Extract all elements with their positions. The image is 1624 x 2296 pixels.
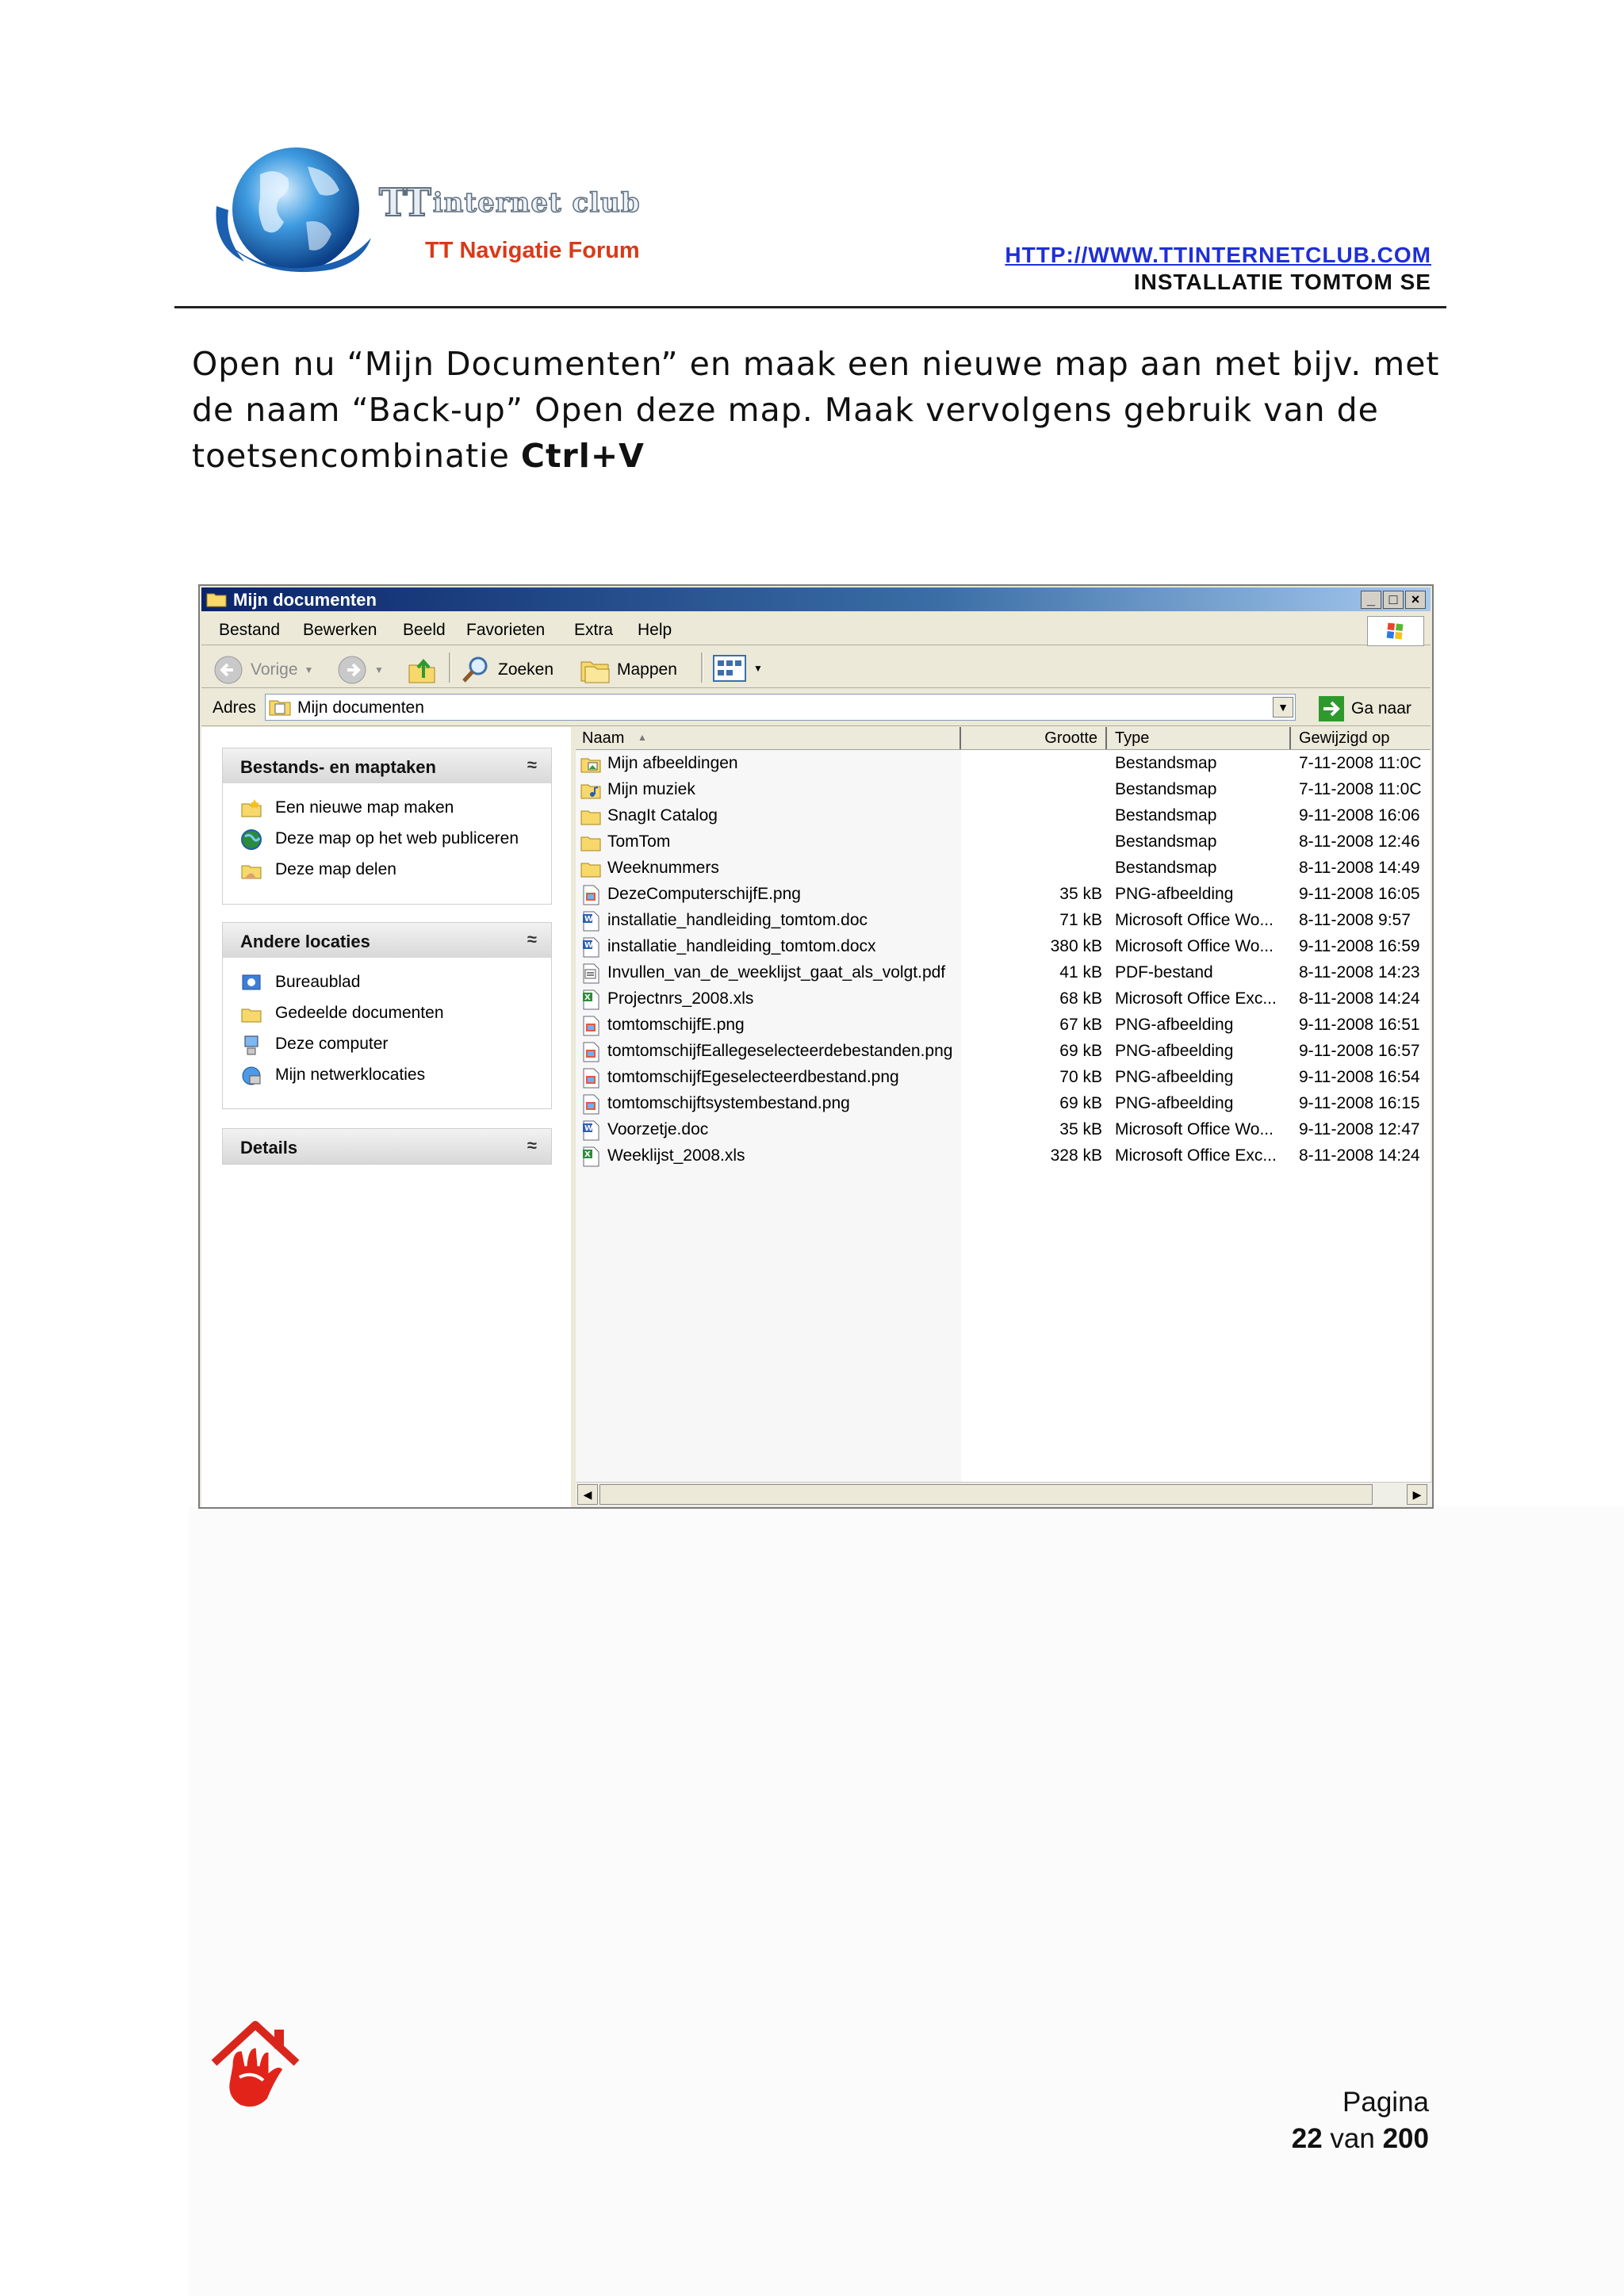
file-modified: 9-11-2008 16:59	[1299, 937, 1420, 955]
file-size: 69 kB	[1059, 1094, 1102, 1112]
my-pictures-folder-icon	[580, 754, 601, 775]
folder-icon	[580, 859, 601, 879]
logo-tt-letters: TT	[379, 181, 428, 225]
file-list	[576, 727, 1431, 1482]
place-network-label: Mijn netwerklocaties	[275, 1066, 426, 1084]
views-button[interactable]	[712, 654, 763, 683]
instruction-text: Open nu “Mijn Documenten” en maak een nieuwe map aan met bijv. met de naam “Back-up” Open deze map. Maak vervolgens gebruik van de toetsencombinatie	[192, 345, 1440, 475]
chevron-down-icon[interactable]: ▼	[753, 663, 763, 674]
file-size: 69 kB	[1059, 1042, 1102, 1060]
file-tasks-title: Bestands- en maptaken	[240, 757, 436, 777]
file-size: 41 kB	[1059, 963, 1102, 982]
file-row[interactable]	[576, 803, 1431, 829]
task-new-folder-label: Een nieuwe map maken	[275, 798, 454, 817]
file-size: 35 kB	[1059, 1120, 1102, 1138]
column-headers	[576, 727, 1431, 750]
details-header[interactable]	[223, 1129, 551, 1164]
file-tasks-panel	[222, 748, 552, 905]
file-name: tomtomschijfEgeselecteerdbestand.png	[607, 1068, 899, 1086]
file-row[interactable]	[576, 1091, 1431, 1117]
file-name: Weeknummers	[607, 859, 719, 877]
address-label: Adres	[213, 698, 256, 717]
file-size: 380 kB	[1050, 937, 1102, 955]
place-my-computer-label: Deze computer	[275, 1035, 389, 1053]
word-doc-icon	[580, 1120, 601, 1141]
file-row[interactable]	[576, 1117, 1431, 1143]
back-button[interactable]	[213, 654, 313, 686]
page-label: Pagina	[1342, 2087, 1429, 2118]
file-name: Weeklijst_2008.xls	[607, 1146, 745, 1165]
place-desktop-label: Bureaublad	[275, 973, 361, 991]
folder-icon	[206, 591, 227, 607]
file-row[interactable]	[576, 1065, 1431, 1091]
file-type: Bestandsmap	[1115, 754, 1217, 772]
logo-wordmark	[379, 181, 641, 225]
logo-subtitle: TT Navigatie Forum	[425, 238, 640, 263]
file-size: 328 kB	[1050, 1146, 1102, 1165]
menu-beeld[interactable]: Beeld	[403, 621, 446, 639]
file-name: tomtomschijfEallegeselecteerdebestanden.png	[607, 1042, 953, 1060]
current-page: 22	[1291, 2123, 1323, 2154]
file-row[interactable]	[576, 1039, 1431, 1065]
file-name: Voorzetje.doc	[607, 1120, 709, 1138]
file-modified: 7-11-2008 11:0C	[1299, 780, 1422, 798]
file-row[interactable]	[576, 829, 1431, 855]
excel-icon	[580, 989, 601, 1010]
menu-help[interactable]: Help	[638, 621, 672, 639]
other-places-header[interactable]	[223, 923, 551, 958]
file-name: SnagIt Catalog	[607, 806, 718, 825]
of-label: van	[1330, 2123, 1375, 2154]
collapse-chevron-icon[interactable]: ≈	[527, 755, 537, 775]
file-row[interactable]	[576, 777, 1431, 803]
file-name: Mijn muziek	[607, 780, 695, 798]
svg-text:W: W	[584, 941, 594, 950]
search-button[interactable]	[460, 654, 553, 686]
up-folder-button[interactable]	[406, 654, 438, 686]
file-modified: 9-11-2008 16:06	[1299, 806, 1420, 825]
tt-internet-club-logo	[213, 135, 688, 285]
file-modified: 9-11-2008 16:57	[1299, 1042, 1420, 1060]
forward-button[interactable]	[336, 654, 384, 686]
place-shared-documents[interactable]	[223, 998, 551, 1029]
globe-logo-icon	[213, 143, 375, 281]
file-type: PDF-bestand	[1115, 963, 1213, 982]
png-icon	[580, 885, 601, 905]
search-icon	[460, 654, 492, 686]
file-type: Microsoft Office Exc...	[1115, 1146, 1277, 1165]
file-modified: 8-11-2008 14:49	[1299, 859, 1420, 877]
chevron-down-icon[interactable]: ▼	[304, 664, 314, 675]
file-size: 67 kB	[1059, 1016, 1102, 1034]
go-button[interactable]	[1318, 695, 1411, 722]
file-type: PNG-afbeelding	[1115, 885, 1234, 903]
place-shared-documents-label: Gedeelde documenten	[275, 1004, 444, 1022]
address-value: Mijn documenten	[297, 698, 424, 717]
task-share-folder-label: Deze map delen	[275, 860, 396, 878]
menu-bar	[201, 613, 1431, 645]
computer-icon	[240, 1034, 262, 1056]
file-modified: 8-11-2008 12:46	[1299, 832, 1420, 851]
file-type: PNG-afbeelding	[1115, 1016, 1234, 1034]
file-modified: 8-11-2008 9:57	[1299, 911, 1411, 929]
file-type: Bestandsmap	[1115, 859, 1217, 877]
file-modified: 8-11-2008 14:24	[1299, 1146, 1420, 1165]
home-hand-logo-icon	[208, 2019, 301, 2114]
column-size[interactable]: Grootte	[1044, 729, 1097, 747]
shared-folder-icon	[240, 1003, 262, 1025]
file-name: installatie_handleiding_tomtom.doc	[607, 911, 868, 929]
word-doc-icon	[580, 937, 601, 958]
file-type: Microsoft Office Exc...	[1115, 989, 1277, 1008]
file-modified: 9-11-2008 16:51	[1299, 1016, 1420, 1034]
scroll-right-icon[interactable]: ▶	[1407, 1484, 1427, 1505]
logo-internet-club-text: internet club	[432, 187, 641, 219]
file-modified: 8-11-2008 14:23	[1299, 963, 1420, 982]
menu-bewerken[interactable]: Bewerken	[303, 621, 377, 639]
go-arrow-icon	[1318, 695, 1345, 722]
file-type: Bestandsmap	[1115, 806, 1217, 825]
file-modified: 9-11-2008 12:47	[1299, 1120, 1420, 1138]
windows-logo-icon	[1367, 616, 1424, 646]
address-dropdown-icon[interactable]: ▼	[1273, 697, 1293, 718]
file-row[interactable]	[576, 882, 1431, 908]
menu-favorieten[interactable]: Favorieten	[466, 621, 546, 639]
file-modified: 9-11-2008 16:54	[1299, 1068, 1420, 1086]
back-label: Vorige	[251, 660, 298, 679]
file-row[interactable]	[576, 986, 1431, 1012]
file-name: TomTom	[607, 832, 671, 851]
instruction-paragraph	[192, 341, 1477, 479]
sort-ascending-icon: ▲	[638, 732, 647, 743]
folder-icon	[580, 806, 601, 827]
file-type: Microsoft Office Wo...	[1115, 911, 1274, 929]
file-row[interactable]	[576, 1012, 1431, 1039]
file-type: PNG-afbeelding	[1115, 1068, 1234, 1086]
file-type: PNG-afbeelding	[1115, 1042, 1234, 1060]
page-background-shade	[189, 1506, 1624, 2296]
share-folder-icon	[240, 859, 262, 882]
other-places-panel	[222, 922, 552, 1109]
pdf-icon	[580, 963, 601, 984]
task-pane	[201, 727, 571, 1507]
horizontal-scrollbar[interactable]	[576, 1482, 1432, 1506]
scrollbar-thumb[interactable]	[599, 1484, 1373, 1505]
place-network[interactable]	[223, 1060, 551, 1091]
file-name: tomtomschijfE.png	[607, 1016, 745, 1034]
menu-extra[interactable]: Extra	[574, 621, 614, 639]
explorer-window	[198, 584, 1434, 1509]
shortcut-text: Ctrl+V	[520, 437, 645, 475]
address-bar	[201, 689, 1431, 726]
back-arrow-icon	[213, 654, 244, 686]
views-icon	[712, 654, 747, 683]
file-size: 71 kB	[1059, 911, 1102, 929]
scroll-left-icon[interactable]: ◀	[577, 1484, 598, 1505]
file-name: DezeComputerschijfE.png	[607, 885, 801, 903]
file-name: Mijn afbeeldingen	[607, 754, 738, 772]
file-row[interactable]	[576, 960, 1431, 986]
place-my-computer[interactable]	[223, 1029, 551, 1060]
window-titlebar[interactable]	[201, 587, 1431, 611]
task-new-folder[interactable]	[223, 793, 551, 824]
svg-text:X: X	[584, 1150, 591, 1159]
menu-bestand[interactable]: Bestand	[219, 621, 281, 639]
maximize-button[interactable]: □	[1383, 591, 1404, 609]
file-name: Projectnrs_2008.xls	[607, 989, 754, 1008]
minimize-button[interactable]: _	[1361, 591, 1381, 609]
file-type: Bestandsmap	[1115, 832, 1217, 851]
header-url-link[interactable]: HTTP://WWW.TTINTERNETCLUB.COM	[1005, 243, 1431, 267]
svg-text:X: X	[584, 993, 591, 1002]
toolbar	[201, 646, 1431, 688]
png-icon	[580, 1068, 601, 1089]
folders-icon	[579, 654, 611, 686]
header-divider	[174, 306, 1446, 308]
file-type: PNG-afbeelding	[1115, 1094, 1234, 1112]
task-publish-web[interactable]	[223, 824, 551, 855]
place-desktop[interactable]	[223, 967, 551, 998]
svg-text:W: W	[584, 1124, 594, 1133]
file-tasks-header[interactable]	[223, 748, 551, 783]
collapse-chevron-icon[interactable]: ≈	[527, 929, 537, 949]
file-type: Bestandsmap	[1115, 780, 1217, 798]
file-row[interactable]	[576, 934, 1431, 960]
file-size: 35 kB	[1059, 885, 1102, 903]
file-name: installatie_handleiding_tomtom.docx	[607, 937, 876, 955]
file-modified: 9-11-2008 16:05	[1299, 885, 1420, 903]
forward-arrow-icon	[336, 654, 368, 686]
file-size: 70 kB	[1059, 1068, 1102, 1086]
close-button[interactable]: ×	[1405, 591, 1426, 609]
png-icon	[580, 1042, 601, 1062]
svg-text:W: W	[584, 915, 594, 924]
my-music-folder-icon	[580, 780, 601, 801]
file-type: Microsoft Office Wo...	[1115, 1120, 1274, 1138]
page-number	[1292, 2123, 1429, 2155]
file-row[interactable]	[576, 1143, 1431, 1169]
file-row[interactable]	[576, 751, 1431, 777]
address-input[interactable]	[265, 694, 1296, 721]
file-row[interactable]	[576, 908, 1431, 934]
desktop-icon	[240, 972, 262, 994]
file-name: tomtomschijftsystembestand.png	[607, 1094, 850, 1112]
new-folder-icon	[240, 798, 262, 820]
header-doc-title: INSTALLATIE TOMTOM SE	[1133, 270, 1431, 294]
file-modified: 9-11-2008 16:15	[1299, 1094, 1420, 1112]
chevron-down-icon[interactable]: ▼	[374, 664, 384, 675]
word-doc-icon	[580, 911, 601, 932]
task-publish-web-label: Deze map op het web publiceren	[275, 829, 519, 848]
details-panel	[222, 1128, 552, 1165]
excel-icon	[580, 1146, 601, 1167]
file-type: Microsoft Office Wo...	[1115, 937, 1274, 955]
network-places-icon	[240, 1065, 262, 1087]
file-modified: 8-11-2008 14:24	[1299, 989, 1420, 1008]
web-publish-icon	[240, 828, 262, 851]
file-name: Invullen_van_de_weeklijst_gaat_als_volgt.pdf	[607, 963, 946, 982]
folders-button[interactable]	[579, 654, 677, 686]
file-size: 68 kB	[1059, 989, 1102, 1008]
other-places-title: Andere locaties	[240, 932, 370, 951]
folders-label: Mappen	[617, 660, 677, 679]
png-icon	[580, 1094, 601, 1115]
my-documents-icon	[269, 698, 291, 716]
go-label: Ga naar	[1351, 699, 1411, 718]
window-title: Mijn documenten	[233, 590, 377, 610]
png-icon	[580, 1016, 601, 1036]
column-type[interactable]: Type	[1115, 729, 1150, 747]
expand-chevron-icon[interactable]: ≈	[527, 1135, 537, 1155]
folder-icon	[580, 832, 601, 853]
details-title: Details	[240, 1138, 298, 1158]
file-modified: 7-11-2008 11:0C	[1299, 754, 1422, 772]
total-pages: 200	[1382, 2123, 1429, 2154]
search-label: Zoeken	[498, 660, 554, 679]
file-row[interactable]	[576, 855, 1431, 882]
up-folder-icon	[406, 654, 438, 686]
column-name[interactable]: Naam	[582, 729, 625, 747]
task-share-folder[interactable]	[223, 855, 551, 886]
column-modified[interactable]: Gewijzigd op	[1299, 729, 1390, 747]
